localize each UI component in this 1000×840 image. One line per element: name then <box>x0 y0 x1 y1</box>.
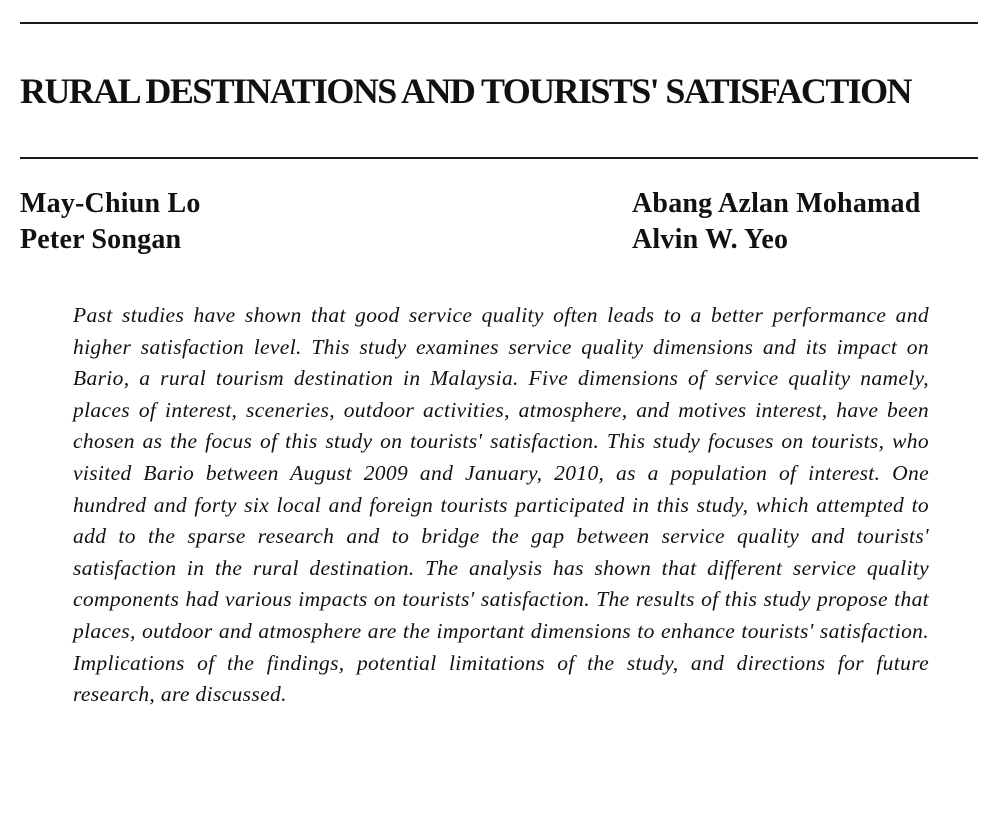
author-name: Abang Azlan Mohamad <box>632 188 921 219</box>
author-name: Peter Songan <box>20 224 182 255</box>
abstract-text: Past studies have shown that good service quality often leads to a better performance and higher satisfaction level. This study examines service quality dimensions and its impact on Bario, a rural tourism destination in Malaysia. Five dimensions of service quality namely, places of interest, sceneries, outdoor activities, atmosphere, and motives interest, have been chosen as the focus of this study on tourists' satisfaction. This study focuses on tourists, who visited Bario between August 2009 and January, 2010, as a population of interest. One hundred and forty six local and foreign tourists participated in this study, which attempted to add to the sparse research and to bridge the gap between service quality and tourists' satisfaction in the rural destination. The analysis has shown that different service quality components had various impacts on tourists' satisfaction. The results of this study propose that places, outdoor and atmosphere are the important dimensions to enhance tourists' satisfaction. Implications of the findings, potential limitations of the study, and directions for future research, are discussed. <box>73 303 929 707</box>
author-name: Alvin W. Yeo <box>632 224 789 255</box>
author-name: May-Chiun Lo <box>20 188 201 219</box>
title-bottom-rule <box>20 157 978 159</box>
authors-left-column <box>20 186 201 258</box>
top-rule <box>20 22 978 24</box>
paper-title: RURAL DESTINATIONS AND TOURISTS' SATISFACTION <box>20 71 911 111</box>
authors-right-column <box>632 186 921 258</box>
